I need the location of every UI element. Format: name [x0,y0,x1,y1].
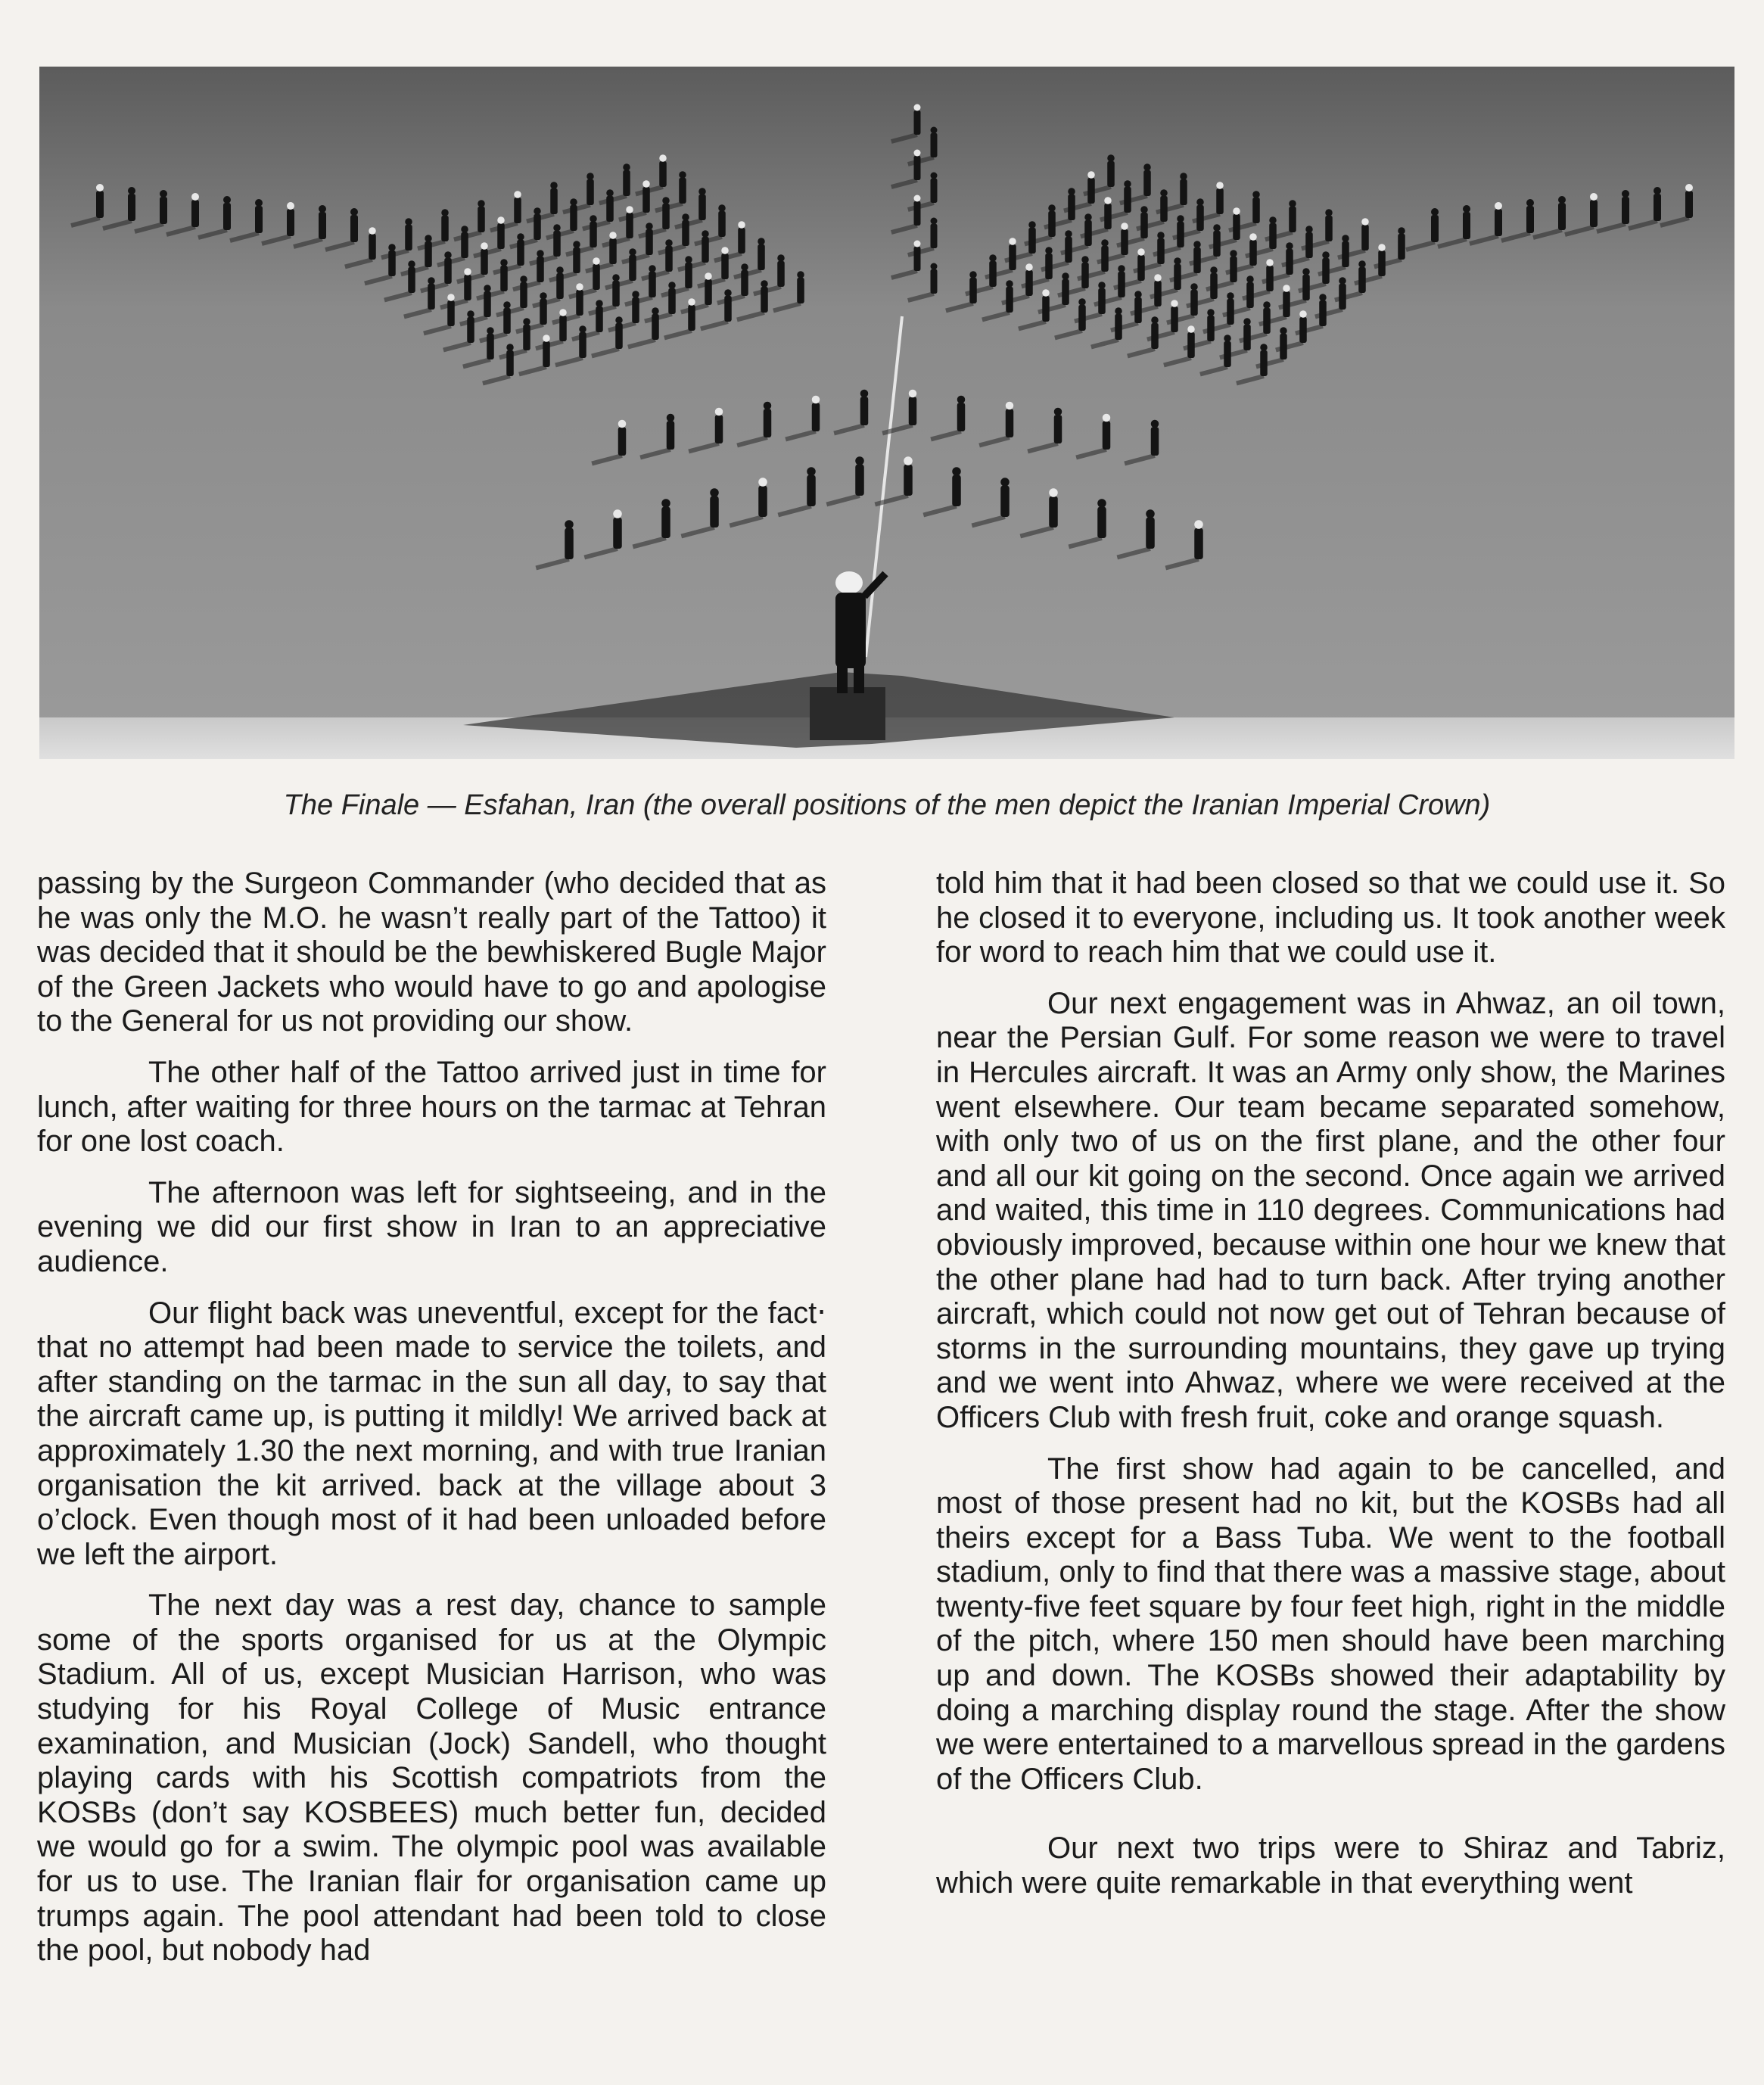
bandsman-figure [1137,248,1145,281]
bandsman-figure [914,241,921,272]
bandsman-figure [1685,184,1693,218]
bandsman-figure [428,277,435,310]
bandsman-figure [1121,223,1128,255]
bandsman-figure [1045,247,1053,279]
bandsman-figure [1160,189,1168,222]
bandsman-figure [369,227,376,260]
bandsman-figure [989,254,997,287]
bandsman-figure [855,456,864,496]
bandsman-figure [425,235,432,267]
bandsman-figure [461,226,468,258]
bandsman-figure [807,467,816,506]
bandsman-figure [570,198,577,231]
bandsman-figure [160,190,167,224]
finale-photo-svg [39,67,1734,759]
bandsman-figure [96,184,104,218]
bandsman-figure [1207,309,1215,341]
bandsman-figure [1194,520,1203,559]
bandsman-figure [1107,154,1115,187]
bandsman-figure [764,402,772,437]
bandsman-figure [1590,193,1598,227]
bandsman-figure [553,224,561,257]
bandsman-figure [556,266,564,299]
bandsman-figure [1006,402,1014,437]
bandsman-figure [718,204,726,237]
bandsman-figure [623,163,630,196]
bandsman-figure [1495,202,1502,236]
bandsman-figure [1342,235,1349,267]
bandsman-figure [1078,298,1086,331]
bandsman-figure [1263,301,1271,334]
bandsman-figure [1140,206,1148,238]
article-column-right [936,867,1725,1901]
bandsman-figure [523,318,530,350]
paragraph: The afternoon was left for sightseeing, and in the evening we did our first show in Iran to an appreciative audience. [37,1175,826,1278]
bandsman-figure [1028,221,1036,254]
bandsman-figure [1049,488,1058,527]
bandsman-figure [615,316,623,349]
bandsman-figure [679,171,686,204]
bandsman-figure [1230,250,1237,282]
bandsman-figure [659,154,667,187]
bandsman-figure [506,344,514,376]
bandsman-figure [481,242,488,275]
bandsman-figure [812,396,820,431]
bandsman-figure [1009,238,1016,270]
paragraph: passing by the Surgeon Commander (who decided that as he was only the M.O. he wasn’t really part of the Tattoo) it was decided that it should be the bewhiskered Bugle Major of the Green Jackets who would have to go and apologise to the General for us not providing our show. [37,867,826,1038]
paragraph: Our next engagement was in Ahwaz, an oil town, near the Persian Gulf. For some reason we were to travel in Hercules aircraft. It was an Army only show, the Marines went elsewhere. Our team became separated somehow, with only two of us on the first plane, and the other four and all our kit going on the second. Once again we arrived and waited, this time in 110 degrees. Communications had obviously improved, because within one hour we knew that the other plane had had to turn back. After trying another aircraft, which could not now get out of Tehran because of storms in the surrounding mountains, they gave up trying and we went into Ahwaz, where we were received at the Officers Club with fresh fruit, coke and orange squash. [936,986,1725,1434]
bandsman-figure [1243,318,1251,350]
bandsman-figure [1025,263,1033,296]
bandsman-figure [741,263,748,296]
bandsman-figure [642,180,650,213]
bandsman-figure [223,196,231,230]
field-background [39,67,1734,759]
bandsman-figure [626,206,633,238]
bandsman-figure [1048,204,1056,237]
bandsman-figure [1187,325,1195,358]
bandsman-figure [702,230,709,263]
bandsman-figure [559,309,567,341]
bandsman-figure [1118,265,1125,297]
bandsman-figure [1151,420,1159,456]
bandsman-figure [1196,198,1204,231]
bandsman-figure [1319,294,1327,326]
bandsman-figure [1174,257,1181,290]
bandsman-figure [1249,233,1257,266]
bandsman-figure [668,282,676,314]
bandsman-figure [576,283,583,316]
bandsman-figure [618,420,627,456]
bandsman-figure [1224,335,1231,367]
paragraph: Our flight back was uneventful, except for the fact‧ that no attempt had been made to service the toilets, and after standing on the tarmac in the sun all day, to say that the aircraft came up, is putting it mildly! We arrived back at approximately 1.30 the next morning, and with true Iranian organisation the kit arrived. back at the village about 3 o’clock. Even though most of it had been unloaded before we left the airport. [37,1296,826,1571]
bandsman-figure [1151,316,1159,349]
bandsman-figure [646,223,653,255]
bandsman-figure [1622,190,1629,224]
bandsman-figure [1154,274,1162,307]
bandsman-figure [287,202,294,236]
bandsman-figure [909,390,917,425]
bandsman-figure [931,173,938,204]
bandsman-figure [1305,226,1313,258]
bandsman-figure [705,272,712,305]
bandsman-figure [1097,499,1106,538]
bandsman-figure [1358,260,1366,293]
bandsman-figure [777,254,785,287]
bandsman-figure [586,173,594,205]
bandsman-figure [1654,187,1661,221]
bandsman-figure [632,291,639,323]
bandsman-figure [128,187,135,221]
bandsman-figure [1000,478,1010,517]
bandsman-figure [1378,244,1386,276]
bandsman-figure [350,208,358,242]
bandsman-figure [543,335,550,367]
bandsman-figure [1193,241,1201,273]
bandsman-figure [797,271,804,303]
bandsman-figure [590,215,597,247]
bandsman-figure [1101,239,1109,272]
bandsman-figure [931,127,938,158]
bandsman-figure [520,275,527,308]
bandsman-figure [724,289,732,322]
bandsman-figure [612,274,620,307]
bandsman-figure [537,250,544,282]
bandsman-figure [441,209,449,241]
bandsman-figure [738,221,745,254]
bandsman-figure [860,390,869,425]
bandsman-figure [484,285,491,317]
bandsman-figure [931,218,938,249]
bandsman-figure [629,248,636,281]
bandsman-figure [1134,291,1142,323]
bandsman-figure [1227,292,1234,325]
bandsman-figure [1146,509,1155,549]
bandsman-figure [579,325,586,358]
paragraph: told him that it had been closed so that we could use it. So he closed it to everyone, including us. It took another week for word to reach him that we could use it. [936,867,1725,969]
bandsman-figure [1283,285,1290,317]
bandsman-figure [1171,300,1178,332]
bandsman-figure [565,520,574,559]
bandsman-figure [931,263,938,294]
bandsman-figure [405,218,412,251]
bandsman-figure [447,294,455,326]
finale-photograph [39,67,1734,759]
bandsman-figure [1558,196,1566,230]
bandsman-figure [1068,188,1075,220]
bandsman-figure [1042,289,1050,322]
bandsman-figure [667,414,675,450]
paragraph: The next day was a rest day, chance to sample some of the sports organised for us at the Olympic Stadium. All of us, except Musician Harrison, who was studying for his Royal College of Music entrance examination, and Musician (Jock) Sandell, who thought playing cards with his Scottish compatriots from the KOSBs (don’t say KOSBEES) much better fun, decided we would go for a swim. The olympic pool was available for us to use. The Iranian flair for organisation came up trumps again. The pool attendant had been told to close the pool, but nobody had [37,1589,826,1968]
bandsman-figure [710,488,719,527]
bandsman-figure [1252,191,1260,223]
bandsman-figure [1098,282,1106,314]
bandsman-figure [255,199,263,233]
bandsman-figure [715,408,723,443]
bandsman-figure [1081,256,1089,288]
bandsman-figure [514,191,521,223]
bandsman-figure [914,150,921,181]
bandsman-figure [1266,259,1274,291]
bandsman-figure [1143,163,1151,196]
bandsman-figure [1190,283,1198,316]
bandsman-figure [662,197,670,229]
bandsman-figure [1087,171,1095,204]
bandsman-figure [1280,327,1287,359]
bandsman-figure [388,244,396,276]
bandsman-figure [596,300,603,332]
bandsman-figure [698,188,706,220]
bandsman-figure [1062,272,1069,305]
bandsman-figure [952,467,961,506]
photo-caption: The Finale — Esfahan, Iran (the overall positions of the men depict the Iranian Imperial Crown) [283,789,1491,821]
bandsman-figure [487,327,494,359]
bandsman-figure [503,301,511,334]
bandsman-figure [540,292,547,325]
bandsman-figure [1006,280,1013,313]
bandsman-figure [1260,344,1268,376]
bandsman-figure [444,251,452,284]
bandsman-figure [534,207,541,240]
bandsman-figure [1180,173,1187,205]
bandsman-figure [1526,199,1534,233]
bandsman-figure [573,241,580,273]
bandsman-figure [1269,216,1277,249]
article-column-left [37,867,826,1968]
bandsman-figure [1325,209,1333,241]
bandsman-figure [191,193,199,227]
paragraph: Our next two trips were to Shiraz and Tabriz, which were quite remarkable in that everything went [936,1831,1725,1900]
bandsman-figure [904,456,913,496]
bandsman-figure [1361,218,1369,251]
bandsman-figure [1104,197,1112,229]
bandsman-figure [500,259,508,291]
bandsman-figure [1103,414,1111,450]
bandsman-figure [758,238,765,270]
bandsman-figure [1157,232,1165,264]
bandsman-figure [1084,213,1092,246]
bandsman-figure [1322,251,1330,284]
bandsman-figure [1431,208,1439,242]
bandsman-figure [1216,182,1224,214]
bandsman-figure [517,233,524,266]
bandsman-figure [1398,227,1405,260]
bandsman-figure [682,213,689,246]
bandsman-figure [914,195,921,226]
bandsman-figure [609,232,617,264]
bandsman-figure [464,268,471,300]
bandsman-figure [1302,268,1310,300]
bandsman-figure [1054,408,1062,443]
bandsman-figure [1177,215,1184,247]
bandsman-figure [467,310,474,343]
bandsman-figure [1463,205,1470,239]
bandsman-figure [969,271,977,303]
bandsman-figure [1065,230,1072,263]
bandsman-figure [613,509,622,549]
bandsman-figure [758,478,767,517]
bandsman-figure [606,189,614,222]
bandsman-figure [550,182,558,214]
bandsman-figure [761,280,768,313]
bandsman-figure [1299,310,1307,343]
bandsman-figure [319,205,326,239]
bandsman-figure [593,257,600,290]
bandsman-figure [478,200,485,232]
bandsman-figure [1286,242,1293,275]
paragraph: The first show had again to be cancelled, and most of those present had no kit, but the KOSBs had all theirs except for a Bass Tuba. We went to the football stadium, only to find that there was a massive stage, about twenty-five feet square by four feet high, right in the middle of the pitch, where 150 men should have been marching up and down. The KOSBs showed their adaptability by doing a marching display round the stage. After the show we were entertained to a marvellous spread in the gardens of the Officers Club. [936,1452,1725,1796]
bandsman-figure [652,307,659,340]
bandsman-figure [408,260,415,293]
bandsman-figure [1210,266,1218,299]
bandsman-figure [1289,200,1296,232]
bandsman-figure [957,396,966,431]
bandsman-figure [497,216,505,249]
bandsman-figure [688,298,695,331]
bandsman-figure [914,104,921,135]
bandsman-figure [649,265,656,297]
bandsman-figure [1213,224,1221,257]
bandsman-figure [721,247,729,279]
bandsman-figure [685,256,692,288]
bandsman-figure [1124,180,1131,213]
bandsman-figure [1115,307,1122,340]
bandsman-figure [661,499,670,538]
bandsman-figure [665,239,673,272]
bandsman-figure [1233,207,1240,240]
bandsman-figure [1246,275,1254,308]
paragraph: The other half of the Tattoo arrived just in time for lunch, after waiting for three hours on the tarmac at Tehran for one lost coach. [37,1055,826,1159]
bandsman-figure [1339,277,1346,310]
